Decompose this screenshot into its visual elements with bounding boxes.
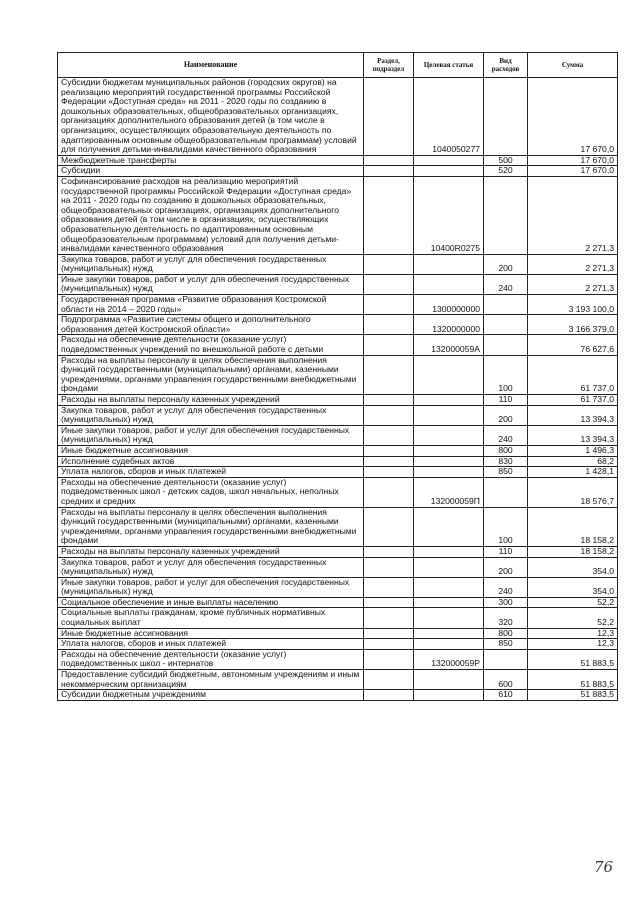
row-sum-cell: 51 883,5 [528, 690, 618, 701]
table-row [58, 546, 618, 557]
row-vid-cell: 800 [484, 628, 528, 639]
table-header-row [58, 53, 618, 78]
row-sum-cell: 52,2 [528, 597, 618, 608]
row-target-cell [414, 507, 484, 546]
row-sum-cell: 12,3 [528, 639, 618, 650]
row-sum-cell: 61 737,0 [528, 395, 618, 406]
row-razdel-cell [364, 405, 414, 425]
row-name-cell: Субсидии бюджетным учреждениям [58, 690, 364, 701]
row-razdel-cell [364, 546, 414, 557]
row-vid-cell [484, 649, 528, 669]
header-vid: Вид расходов [484, 53, 528, 78]
row-name-cell: Субсидии [58, 166, 364, 177]
row-vid-cell: 500 [484, 155, 528, 166]
header-target: Целевая статья [414, 53, 484, 78]
row-razdel-cell [364, 355, 414, 394]
row-name-cell: Софинансирование расходов на реализацию мероприятий государственной программы Российской Федерации «Доступная среда» на 2011 - 2020 годы по созданию в дошкольных образовательных, общеобразовательных организациях, организациях дополнительного образования детей (в том числе в организациях, осуществляющих образовательную деятельность по адаптированным основным общеобразовательным программам) условий для получения детьми-инвалидами качественного образования [58, 176, 364, 254]
table-row [58, 425, 618, 445]
table-row [58, 477, 618, 507]
table-row [58, 557, 618, 577]
row-vid-cell: 600 [484, 670, 528, 690]
header-sum: Сумма [528, 53, 618, 78]
table-row [58, 155, 618, 166]
row-vid-cell: 850 [484, 639, 528, 650]
row-target-cell: 1300000000 [414, 295, 484, 315]
row-razdel-cell [364, 155, 414, 166]
row-name-cell: Социальные выплаты гражданам, кроме публичных нормативных социальных выплат [58, 608, 364, 628]
row-name-cell: Предоставление субсидий бюджетным, автономным учреждениям и иным некоммерческим организациям [58, 670, 364, 690]
table-row [58, 456, 618, 467]
row-sum-cell: 2 271,3 [528, 254, 618, 274]
row-sum-cell: 18 158,2 [528, 507, 618, 546]
row-sum-cell: 354,0 [528, 557, 618, 577]
row-razdel-cell [364, 597, 414, 608]
row-name-cell: Государственная программа «Развитие образования Костромской области на 2014 – 2020 годы» [58, 295, 364, 315]
row-name-cell: Расходы на обеспечение деятельности (оказание услуг) подведомственных школ - детских садов, школ начальных, неполных средних и средних [58, 477, 364, 507]
table-row [58, 355, 618, 394]
row-razdel-cell [364, 254, 414, 274]
row-sum-cell: 51 883,5 [528, 670, 618, 690]
row-razdel-cell [364, 295, 414, 315]
row-vid-cell: 300 [484, 597, 528, 608]
row-name-cell: Уплата налогов, сборов и иных платежей [58, 639, 364, 650]
row-razdel-cell [364, 477, 414, 507]
row-vid-cell [484, 295, 528, 315]
row-sum-cell: 17 670,0 [528, 78, 618, 156]
row-razdel-cell [364, 557, 414, 577]
row-vid-cell: 520 [484, 166, 528, 177]
row-target-cell [414, 274, 484, 294]
row-target-cell [414, 155, 484, 166]
row-sum-cell: 52,2 [528, 608, 618, 628]
row-vid-cell: 100 [484, 507, 528, 546]
row-sum-cell: 51 883,5 [528, 649, 618, 669]
row-name-cell: Расходы на выплаты персоналу в целях обеспечения выполнения функций государственными (муниципальными) органами, казенными учреждениями, органами управления государственными внебюджетными фондами [58, 355, 364, 394]
row-razdel-cell [364, 274, 414, 294]
row-target-cell [414, 557, 484, 577]
row-sum-cell: 17 670,0 [528, 166, 618, 177]
row-target-cell [414, 597, 484, 608]
row-razdel-cell [364, 690, 414, 701]
row-razdel-cell [364, 315, 414, 335]
table-row [58, 649, 618, 669]
row-target-cell: 1320000000 [414, 315, 484, 335]
row-vid-cell [484, 477, 528, 507]
table-row [58, 577, 618, 597]
row-razdel-cell [364, 649, 414, 669]
table-row [58, 78, 618, 156]
table-row [58, 405, 618, 425]
header-razdel: Раздел, подраздел [364, 53, 414, 78]
header-name: Наименование [58, 53, 364, 78]
table-row [58, 166, 618, 177]
row-name-cell: Расходы на выплаты персоналу казенных учреждений [58, 546, 364, 557]
row-sum-cell: 354,0 [528, 577, 618, 597]
row-name-cell: Расходы на обеспечение деятельности (оказание услуг) подведомственных учреждений по внешкольной работе с детьми [58, 335, 364, 355]
row-razdel-cell [364, 78, 414, 156]
row-razdel-cell [364, 670, 414, 690]
row-target-cell [414, 577, 484, 597]
row-name-cell: Закупка товаров, работ и услуг для обеспечения государственных (муниципальных) нужд [58, 405, 364, 425]
table-row [58, 597, 618, 608]
row-name-cell: Расходы на обеспечение деятельности (оказание услуг) подведомственных школ - интернатов [58, 649, 364, 669]
row-razdel-cell [364, 425, 414, 445]
row-target-cell [414, 546, 484, 557]
row-razdel-cell [364, 456, 414, 467]
table-row [58, 628, 618, 639]
table-row [58, 176, 618, 254]
row-vid-cell [484, 315, 528, 335]
row-name-cell: Социальное обеспечение и иные выплаты населению [58, 597, 364, 608]
row-target-cell: 1040050277 [414, 78, 484, 156]
row-sum-cell: 13 394,3 [528, 405, 618, 425]
row-target-cell [414, 628, 484, 639]
row-razdel-cell [364, 445, 414, 456]
row-name-cell: Субсидии бюджетам муниципальных районов (городских округов) на реализацию мероприятий государственной программы Российской Федерации «Доступная среда» на 2011 - 2020 годы по созданию в дошкольных образовательных, общеобразовательных организациях, организациях дополнительного образования детей (в том числе в организациях, осуществляющих образовательную деятельность по адаптированным основным общеобразовательным программам) условий для получения детьми-инвалидами качественного образования [58, 78, 364, 156]
row-sum-cell: 1 428,1 [528, 467, 618, 478]
row-razdel-cell [364, 608, 414, 628]
row-sum-cell: 18 576,7 [528, 477, 618, 507]
row-sum-cell: 76 627,6 [528, 335, 618, 355]
row-sum-cell: 12,3 [528, 628, 618, 639]
table-row [58, 274, 618, 294]
row-name-cell: Подпрограмма «Развитие системы общего и дополнительного образования детей Костромской области» [58, 315, 364, 335]
row-target-cell: 10400R0275 [414, 176, 484, 254]
row-vid-cell: 610 [484, 690, 528, 701]
row-vid-cell: 200 [484, 254, 528, 274]
row-sum-cell: 2 271,3 [528, 176, 618, 254]
row-target-cell [414, 395, 484, 406]
row-vid-cell [484, 335, 528, 355]
row-vid-cell: 240 [484, 577, 528, 597]
table-row [58, 295, 618, 315]
row-name-cell: Иные закупки товаров, работ и услуг для обеспечения государственных (муниципальных) нужд [58, 577, 364, 597]
row-target-cell [414, 456, 484, 467]
row-razdel-cell [364, 639, 414, 650]
row-name-cell: Иные закупки товаров, работ и услуг для обеспечения государственных (муниципальных) нужд [58, 425, 364, 445]
row-target-cell [414, 639, 484, 650]
row-name-cell: Уплата налогов, сборов и иных платежей [58, 467, 364, 478]
table-row [58, 467, 618, 478]
row-sum-cell: 61 737,0 [528, 355, 618, 394]
row-vid-cell: 110 [484, 395, 528, 406]
table-body [58, 78, 618, 701]
row-sum-cell: 18 158,2 [528, 546, 618, 557]
table-row [58, 639, 618, 650]
row-sum-cell: 68,2 [528, 456, 618, 467]
row-razdel-cell [364, 467, 414, 478]
row-razdel-cell [364, 507, 414, 546]
row-sum-cell: 2 271,3 [528, 274, 618, 294]
row-name-cell: Расходы на выплаты персоналу казенных учреждений [58, 395, 364, 406]
row-vid-cell: 100 [484, 355, 528, 394]
row-vid-cell: 830 [484, 456, 528, 467]
budget-table [57, 52, 618, 701]
row-target-cell [414, 405, 484, 425]
row-name-cell: Исполнение судебных актов [58, 456, 364, 467]
row-name-cell: Иные закупки товаров, работ и услуг для обеспечения государственных (муниципальных) нужд [58, 274, 364, 294]
row-razdel-cell [364, 628, 414, 639]
row-name-cell: Закупка товаров, работ и услуг для обеспечения государственных (муниципальных) нужд [58, 557, 364, 577]
row-razdel-cell [364, 577, 414, 597]
row-name-cell: Иные бюджетные ассигнования [58, 628, 364, 639]
row-vid-cell: 320 [484, 608, 528, 628]
row-razdel-cell [364, 335, 414, 355]
row-razdel-cell [364, 395, 414, 406]
row-target-cell: 132000059П [414, 477, 484, 507]
table-row [58, 335, 618, 355]
row-vid-cell: 850 [484, 467, 528, 478]
table-row [58, 608, 618, 628]
row-vid-cell: 110 [484, 546, 528, 557]
table-row [58, 690, 618, 701]
table-row [58, 507, 618, 546]
row-name-cell: Иные бюджетные ассигнования [58, 445, 364, 456]
row-sum-cell: 3 193 100,0 [528, 295, 618, 315]
row-sum-cell: 17 670,0 [528, 155, 618, 166]
table-row [58, 254, 618, 274]
row-vid-cell: 240 [484, 274, 528, 294]
row-sum-cell: 13 394,3 [528, 425, 618, 445]
row-name-cell: Закупка товаров, работ и услуг для обеспечения государственных (муниципальных) нужд [58, 254, 364, 274]
row-target-cell [414, 690, 484, 701]
table-row [58, 445, 618, 456]
row-razdel-cell [364, 176, 414, 254]
row-sum-cell: 3 166 379,0 [528, 315, 618, 335]
row-vid-cell [484, 78, 528, 156]
row-vid-cell: 200 [484, 405, 528, 425]
row-name-cell: Межбюджетные трансферты [58, 155, 364, 166]
row-target-cell [414, 254, 484, 274]
row-target-cell [414, 445, 484, 456]
row-vid-cell: 200 [484, 557, 528, 577]
row-target-cell [414, 166, 484, 177]
page-number: 76 [594, 858, 614, 876]
row-target-cell [414, 670, 484, 690]
row-target-cell: 132000059Р [414, 649, 484, 669]
row-target-cell [414, 425, 484, 445]
row-sum-cell: 1 496,3 [528, 445, 618, 456]
row-vid-cell: 800 [484, 445, 528, 456]
row-target-cell [414, 467, 484, 478]
row-target-cell [414, 355, 484, 394]
row-target-cell: 132000059А [414, 335, 484, 355]
row-target-cell [414, 608, 484, 628]
row-razdel-cell [364, 166, 414, 177]
table-row [58, 315, 618, 335]
table-row [58, 670, 618, 690]
row-vid-cell [484, 176, 528, 254]
row-name-cell: Расходы на выплаты персоналу в целях обеспечения выполнения функций государственными (муниципальными) органами, казенными учреждениями, органами управления государственными внебюджетными фондами [58, 507, 364, 546]
row-vid-cell: 240 [484, 425, 528, 445]
table-row [58, 395, 618, 406]
